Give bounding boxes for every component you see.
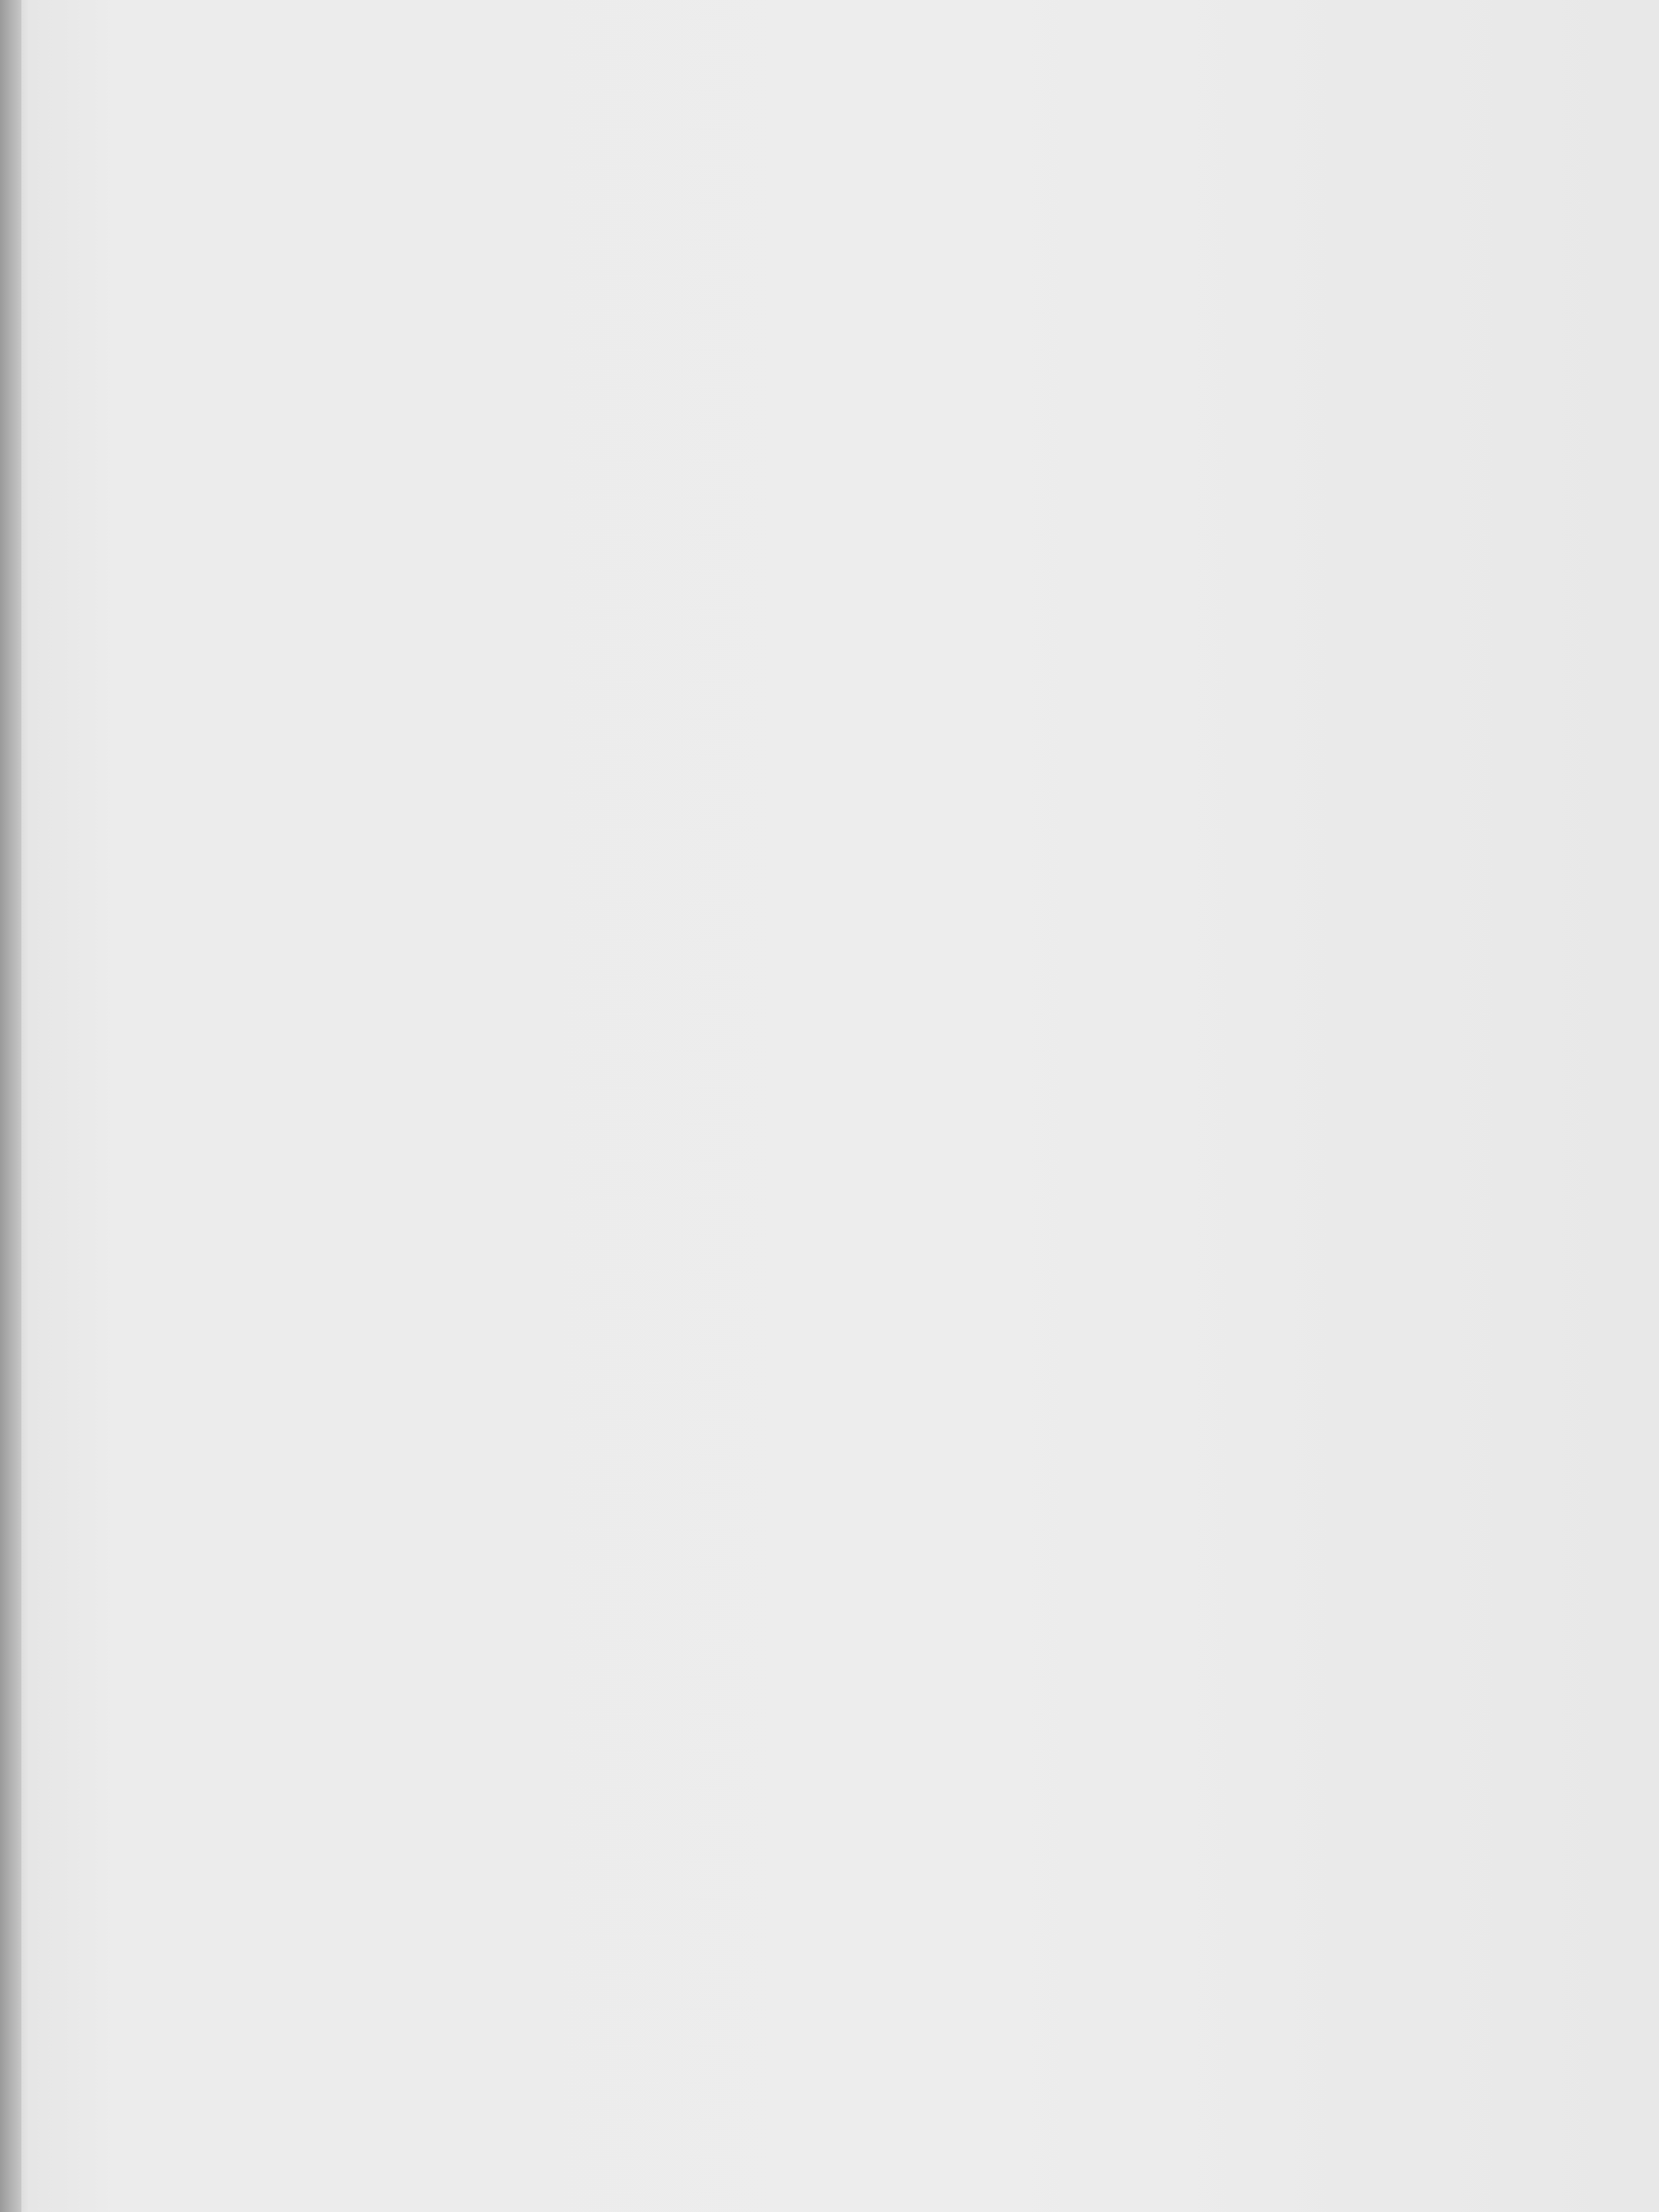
book-spine-shadow: [0, 0, 21, 2212]
